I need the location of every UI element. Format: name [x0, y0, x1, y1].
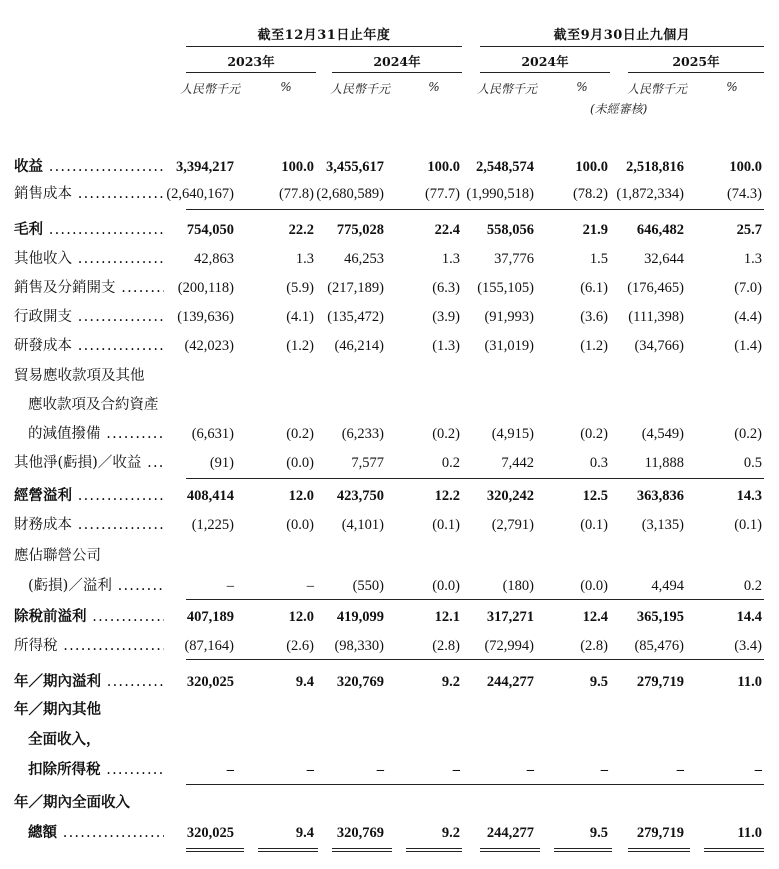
header-group-nine-months: 截至9月30日止九個月: [553, 28, 691, 43]
amount-cell: 320,242: [486, 488, 534, 504]
amount-cell: (6,631): [191, 426, 234, 442]
row-label-text: 貿易應收款項及其他: [14, 368, 145, 384]
percent-cell: 100.0: [281, 159, 314, 175]
amount-cell: –: [526, 762, 534, 778]
amount-cell: 754,050: [186, 222, 234, 238]
row-label-text: 年／期內全面收入: [14, 794, 130, 811]
amount-cell: (46,214): [334, 338, 384, 354]
row-label-text: 扣除所得稅 .....: [28, 761, 164, 778]
percent-cell: 1.3: [743, 251, 762, 267]
total-double-underline: [186, 848, 244, 852]
percent-cell: (0.0): [432, 578, 460, 594]
amount-cell: 7,577: [351, 455, 384, 471]
amount-cell: 279,719: [636, 674, 684, 690]
row-label: [28, 823, 164, 843]
amount-cell: (85,476): [634, 638, 684, 654]
percent-cell: (0.0): [580, 578, 608, 594]
amount-cell: 7,442: [501, 455, 534, 471]
amount-cell: 42,863: [194, 251, 234, 267]
amount-cell: 419,099: [336, 609, 384, 625]
row-label-text: 銷售及分銷開支 .....: [14, 280, 164, 296]
percent-cell: 21.9: [582, 222, 608, 238]
percent-cell: 100.0: [729, 159, 762, 175]
row-label: [28, 576, 164, 596]
unit-rmb-3: 人民幣千元: [477, 82, 538, 96]
percent-cell: 12.0: [288, 488, 314, 504]
percent-cell: –: [754, 762, 762, 778]
percent-cell: (5.9): [286, 280, 314, 296]
percent-cell: (4.4): [734, 309, 762, 325]
year-header-2023: 2023年: [227, 54, 275, 69]
amount-cell: –: [376, 762, 384, 778]
unaudited-note: (未經審核): [590, 102, 648, 116]
row-label: [14, 700, 164, 720]
subtotal-rule: [186, 659, 764, 660]
row-label: [14, 366, 164, 386]
amount-cell: (4,549): [641, 426, 684, 442]
percent-cell: (3.4): [734, 638, 762, 654]
total-double-underline: [258, 848, 318, 852]
year-rule-2025-9m: [628, 72, 764, 73]
amount-cell: 244,277: [486, 674, 534, 690]
percent-cell: (7.0): [734, 280, 762, 296]
row-label-text: 財務成本 .....: [14, 517, 164, 533]
amount-cell: 320,025: [186, 825, 234, 841]
percent-cell: 1.5: [589, 251, 608, 267]
amount-cell: (135,472): [327, 309, 384, 325]
amount-cell: –: [226, 762, 234, 778]
percent-cell: (6.3): [432, 280, 460, 296]
row-label: [14, 515, 164, 535]
percent-cell: 1.3: [441, 251, 460, 267]
percent-cell: (0.2): [432, 426, 460, 442]
percent-cell: (77.8): [278, 186, 314, 202]
row-label-text: 總額 .....: [28, 824, 164, 841]
row-label-text: 所得稅 .....: [14, 638, 164, 654]
row-label-text: 研發成本 .....: [14, 338, 164, 354]
row-label: [14, 157, 164, 177]
amount-cell: 32,644: [644, 251, 684, 267]
percent-cell: (6.1): [580, 280, 608, 296]
row-label: [14, 249, 164, 269]
percent-cell: 14.4: [736, 609, 762, 625]
amount-cell: (2,640,167): [166, 186, 234, 202]
total-double-underline: [704, 848, 764, 852]
percent-cell: 0.2: [743, 578, 762, 594]
percent-cell: 0.2: [441, 455, 460, 471]
percent-cell: 22.2: [288, 222, 314, 238]
amount-cell: 37,776: [494, 251, 534, 267]
row-label-text: 年／期內溢利 .....: [14, 673, 164, 690]
row-label-text: 應收款項及合約資產: [28, 397, 159, 413]
total-double-underline: [406, 848, 462, 852]
amount-cell: (1,872,334): [616, 186, 684, 202]
percent-cell: (2.8): [432, 638, 460, 654]
amount-cell: 408,414: [186, 488, 234, 504]
amount-cell: (4,915): [491, 426, 534, 442]
total-double-underline: [554, 848, 612, 852]
percent-cell: 9.4: [295, 825, 314, 841]
percent-cell: –: [306, 578, 314, 594]
amount-cell: (2,791): [491, 517, 534, 533]
row-label: [14, 336, 164, 356]
percent-cell: 25.7: [736, 222, 762, 238]
amount-cell: 3,455,617: [326, 159, 384, 175]
amount-cell: 3,394,217: [176, 159, 234, 175]
year-rule-2024-9m: [480, 72, 610, 73]
percent-cell: 12.1: [434, 609, 460, 625]
percent-cell: (74.3): [726, 186, 762, 202]
percent-cell: 1.3: [295, 251, 314, 267]
year-header-2024: 2024年: [373, 54, 421, 69]
percent-cell: –: [306, 762, 314, 778]
header-group-nine-months-rule: [480, 46, 764, 47]
percent-cell: (0.0): [286, 517, 314, 533]
amount-cell: (550): [352, 578, 384, 594]
total-double-underline: [480, 848, 540, 852]
percent-cell: 11.0: [737, 825, 762, 841]
row-label: [28, 395, 164, 415]
row-label: [14, 184, 164, 204]
row-label-text: 全面收入，: [28, 731, 101, 748]
amount-cell: 320,025: [186, 674, 234, 690]
percent-cell: (0.1): [734, 517, 762, 533]
percent-cell: 0.5: [743, 455, 762, 471]
amount-cell: (111,398): [628, 309, 684, 325]
unit-rmb-1: 人民幣千元: [180, 82, 241, 96]
header-group-annual: 截至12月31日止年度: [257, 28, 391, 43]
percent-cell: 9.4: [295, 674, 314, 690]
row-label: [14, 453, 164, 473]
amount-cell: (3,135): [641, 517, 684, 533]
amount-cell: (176,465): [627, 280, 684, 296]
amount-cell: 46,253: [344, 251, 384, 267]
percent-cell: 14.3: [736, 488, 762, 504]
amount-cell: (180): [502, 578, 534, 594]
row-label-text: 銷售成本 .....: [14, 186, 164, 202]
row-label: [28, 424, 164, 444]
subtotal-rule: [186, 209, 764, 210]
amount-cell: 320,769: [336, 674, 384, 690]
percent-cell: (1.2): [286, 338, 314, 354]
percent-cell: (1.3): [432, 338, 460, 354]
percent-cell: 12.5: [582, 488, 608, 504]
percent-cell: (0.2): [734, 426, 762, 442]
amount-cell: 407,189: [186, 609, 234, 625]
amount-cell: 4,494: [651, 578, 684, 594]
amount-cell: (1,990,518): [466, 186, 534, 202]
percent-cell: (0.2): [286, 426, 314, 442]
amount-cell: 558,056: [486, 222, 534, 238]
row-label-text: 除稅前溢利 .....: [14, 608, 164, 625]
percent-cell: (0.2): [580, 426, 608, 442]
row-label-text: 經營溢利 .....: [14, 487, 164, 504]
percent-cell: 12.4: [582, 609, 608, 625]
row-label-text: 其他收入 .....: [14, 251, 164, 267]
amount-cell: (6,233): [341, 426, 384, 442]
percent-cell: (0.0): [286, 455, 314, 471]
unit-rmb-2: 人民幣千元: [330, 82, 391, 96]
percent-cell: (4.1): [286, 309, 314, 325]
row-label: [14, 278, 164, 298]
row-label: [14, 307, 164, 327]
row-label: [14, 607, 164, 627]
row-label-text: 毛利 .....: [14, 221, 164, 238]
percent-cell: 12.0: [288, 609, 314, 625]
amount-cell: 244,277: [486, 825, 534, 841]
amount-cell: (1,225): [191, 517, 234, 533]
amount-cell: 775,028: [336, 222, 384, 238]
unit-pct-1: %: [280, 80, 292, 94]
subtotal-rule: [186, 478, 764, 479]
amount-cell: (217,189): [327, 280, 384, 296]
row-label: [14, 220, 164, 240]
subtotal-rule: [186, 784, 764, 785]
amount-cell: (34,766): [634, 338, 684, 354]
percent-cell: (0.1): [580, 517, 608, 533]
amount-cell: 320,769: [336, 825, 384, 841]
percent-cell: 12.2: [434, 488, 460, 504]
row-label-text: (虧損)／溢利 .....: [28, 578, 164, 594]
total-double-underline: [628, 848, 690, 852]
percent-cell: (2.8): [580, 638, 608, 654]
subtotal-rule: [186, 599, 764, 600]
amount-cell: 363,836: [636, 488, 684, 504]
percent-cell: (77.7): [424, 186, 460, 202]
percent-cell: 100.0: [575, 159, 608, 175]
percent-cell: 9.2: [441, 825, 460, 841]
amount-cell: 317,271: [486, 609, 534, 625]
year-rule-2023: [186, 72, 316, 73]
row-label-text: 的減值撥備 .....: [28, 426, 164, 442]
amount-cell: 2,518,816: [626, 159, 684, 175]
percent-cell: –: [600, 762, 608, 778]
amount-cell: (31,019): [484, 338, 534, 354]
amount-cell: (200,118): [177, 280, 234, 296]
row-label: [28, 760, 164, 780]
year-header-2024-9m: 2024年: [521, 54, 569, 69]
amount-cell: (2,680,589): [316, 186, 384, 202]
row-label: [14, 793, 164, 813]
amount-cell: 365,195: [636, 609, 684, 625]
amount-cell: 279,719: [636, 825, 684, 841]
amount-cell: (98,330): [334, 638, 384, 654]
row-label: [14, 636, 164, 656]
amount-cell: (91,993): [484, 309, 534, 325]
percent-cell: 9.2: [441, 674, 460, 690]
row-label: [14, 546, 164, 566]
percent-cell: (1.2): [580, 338, 608, 354]
row-label-text: 年／期內其他: [14, 701, 101, 718]
percent-cell: 9.5: [589, 674, 608, 690]
row-label: [14, 486, 164, 506]
amount-cell: (87,164): [184, 638, 234, 654]
row-label: [28, 730, 164, 750]
percent-cell: 11.0: [737, 674, 762, 690]
header-group-annual-rule: [186, 46, 462, 47]
unit-pct-3: %: [576, 80, 588, 94]
amount-cell: (42,023): [184, 338, 234, 354]
percent-cell: (3.9): [432, 309, 460, 325]
amount-cell: –: [676, 762, 684, 778]
amount-cell: 2,548,574: [476, 159, 534, 175]
amount-cell: (155,105): [477, 280, 534, 296]
percent-cell: 100.0: [427, 159, 460, 175]
year-header-2025-9m: 2025年: [672, 54, 720, 69]
amount-cell: 11,888: [644, 455, 684, 471]
percent-cell: (78.2): [572, 186, 608, 202]
percent-cell: –: [452, 762, 460, 778]
unit-pct-4: %: [726, 80, 738, 94]
amount-cell: (4,101): [341, 517, 384, 533]
row-label-text: 收益 .....: [14, 158, 164, 175]
row-label-text: 應佔聯營公司: [14, 548, 101, 564]
row-label-text: 行政開支 .....: [14, 309, 164, 325]
percent-cell: (0.1): [432, 517, 460, 533]
percent-cell: (1.4): [734, 338, 762, 354]
unit-rmb-4: 人民幣千元: [627, 82, 688, 96]
amount-cell: (91): [209, 455, 234, 471]
percent-cell: (2.6): [286, 638, 314, 654]
unit-pct-2: %: [428, 80, 440, 94]
percent-cell: 0.3: [589, 455, 608, 471]
amount-cell: 646,482: [636, 222, 684, 238]
amount-cell: 423,750: [336, 488, 384, 504]
amount-cell: (72,994): [484, 638, 534, 654]
percent-cell: 22.4: [434, 222, 460, 238]
amount-cell: (139,636): [177, 309, 234, 325]
total-double-underline: [332, 848, 392, 852]
row-label-text: 其他淨(虧損)／收益 .....: [14, 455, 164, 471]
row-label: [14, 672, 164, 692]
amount-cell: –: [226, 578, 234, 594]
year-rule-2024: [332, 72, 462, 73]
percent-cell: 9.5: [589, 825, 608, 841]
percent-cell: (3.6): [580, 309, 608, 325]
